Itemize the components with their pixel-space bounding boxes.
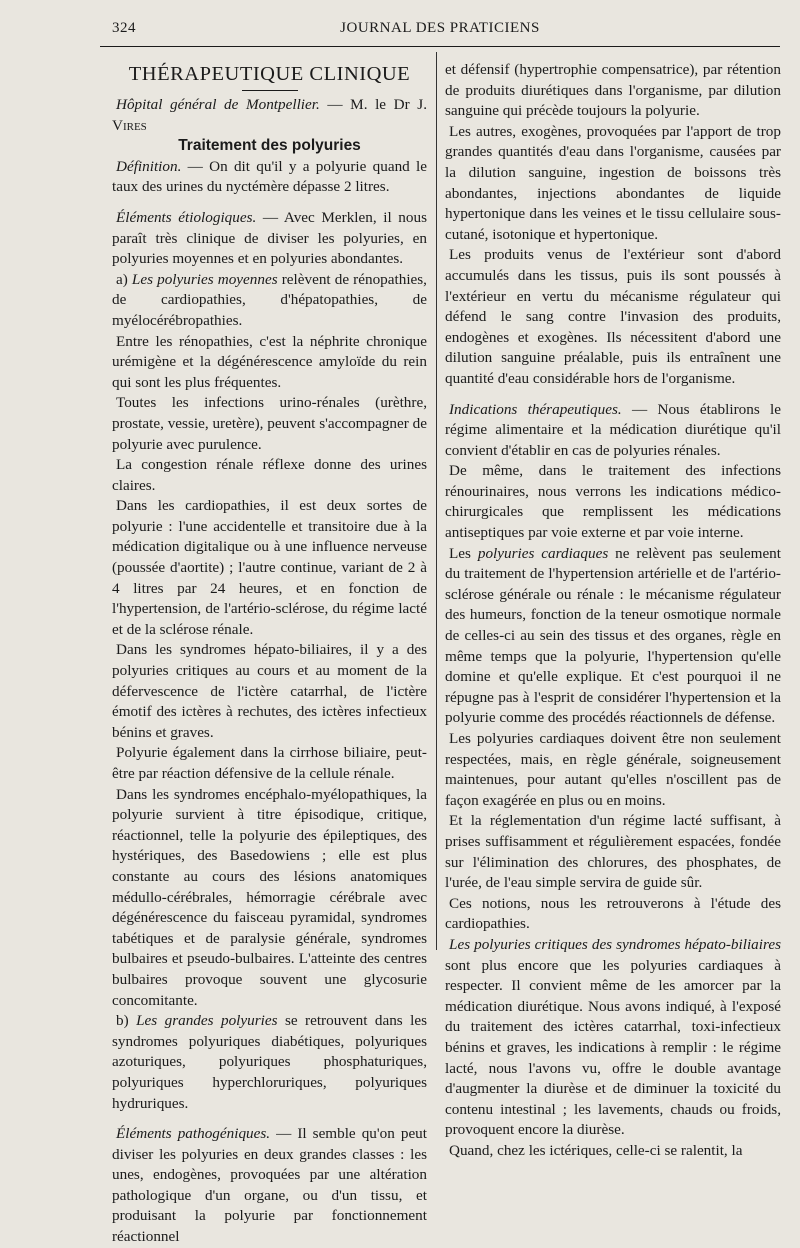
byline-author: Vires <box>112 116 147 134</box>
journal-title: JOURNAL DES PRATICIENS <box>340 20 540 36</box>
paragraph-prefix: b) <box>116 1012 137 1030</box>
right-column-body <box>445 60 781 1161</box>
byline-place: Hôpital général de Montpellier. <box>116 96 320 113</box>
paragraph-text: Entre les rénopathies, c'est la néphrite chronique urémigène et la dégénérescence amyloïde du rein qui sont les plus fréquentes. <box>112 332 427 391</box>
running-head <box>100 18 780 40</box>
paragraph <box>112 496 427 640</box>
paragraph <box>112 208 427 270</box>
paragraph-text: La congestion rénale réflexe donne des urines claires. <box>112 456 427 494</box>
paragraph-text: — On dit qu'il y a polyurie quand le taux des urines du nyctémère dépasse 2 litres. <box>112 157 427 196</box>
paragraph <box>112 455 427 496</box>
paragraph-text: Les autres, exogènes, provoquées par l'apport de trop grandes quantités d'eau dans l'organisme, causées par la dilution sanguine, ingestion de boissons très abondantes, injections abondantes de liquide hypertonique dans les veines et le tissu cellulaire sous-cutané, isotonique et hypertonique. <box>445 122 781 243</box>
paragraph-text: et défensif (hypertrophie compensatrice), par rétention de produits diurétiques dans l'organisme, par dilution sanguine qui précède toujours la polyurie. <box>445 61 781 120</box>
paragraph <box>112 332 427 394</box>
paragraph <box>112 393 427 455</box>
paragraph-text: sont plus encore que les polyuries cardiaques à respecter. Il convient même de les amorcer par la médication diurétique. Nous avons indiqué, à l'exposé du traitement des ictères catarrhal, toxi-infectieux bénins et graves, les indications à remplir : le régime lacté, nous l'avons vu, offre le double avantage d'augmenter la diurèse et de diminuer la toxicité du contenu intestinal ; les lavements, chauds ou froids, provoquent encore la diurèse. <box>445 956 781 1139</box>
paragraph-lead: Les polyuries moyennes <box>131 270 278 288</box>
paragraph-text: ne relèvent pas seulement du traitement de l'hypertension artérielle et de l'artério-sclérose générale ou rénale : le mécanisme régulateur des humeurs, fonction de la teneur osmotique normale de celles-ci au sein des tissus et des organes, règle en même temps que la polyurie, l'hypertension qu'elle domine et qu'elle explique. Et c'est pourquoi il ne répugne pas à l'esprit de considérer l'hypertension et la polyurie comme des procédés réactionnels de défense. <box>445 544 781 727</box>
paragraph-text: De même, dans le traitement des infections rénourinaires, nous verrons les indications médico-chirurgicales que remplissent les médications antiseptiques par voie externe et par voie interne. <box>445 462 781 542</box>
paragraph <box>445 245 781 389</box>
paragraph <box>445 935 781 1141</box>
title-rule <box>242 90 298 91</box>
paragraph <box>445 811 781 893</box>
paragraph <box>445 1141 781 1162</box>
paragraph-text: — Il semble qu'on peut diviser les polyuries en deux grandes classes : les unes, endogènes, provoquées par une altération pathologique d'un organe, ou d'un tissu, et produisant la polyurie par fonctionnement réactionnel <box>112 1125 427 1246</box>
paragraph-text: relèvent de rénopathies, de cardiopathies, d'hépatopathies, de myélocérébropathies. <box>112 270 427 329</box>
paragraph-text: — Avec Merklen, il nous paraît très clinique de diviser les polyuries, en polyuries moyennes et en polyuries abondantes. <box>112 208 427 268</box>
article-subtitle: Traitement des polyuries <box>178 137 361 155</box>
byline <box>112 95 427 136</box>
paragraph-text: Polyurie également dans la cirrhose biliaire, peut-être par réaction défensive de la cellule rénale. <box>112 744 427 782</box>
paragraph-lead: Les polyuries critiques des syndromes hépato-biliaires <box>449 935 781 953</box>
byline-prefix: — M. le Dr J. <box>319 96 428 113</box>
paragraph <box>445 60 781 122</box>
paragraph-text: Dans les cardiopathies, il est deux sortes de polyurie : l'une accidentelle et transitoire due à la médication digitalique ou à une influence nerveuse (poussée d'aortite) ; l'autre continue, variant de 2 à 4 litres par 24 heures, et en fonction de l'hypertension, de l'artério-sclérose, du régime lacté et de la sclérose rénale. <box>112 497 427 638</box>
paragraph-text: Dans les syndromes hépato-biliaires, il y a des polyuries critiques au cours et au moment de la défervescence de l'ictère catarrhal, de l'ictère émotif des ictères à rechutes, des ictères infectieux bénins et graves. <box>112 641 427 741</box>
left-column <box>112 60 427 1248</box>
paragraph-text: Toutes les infections urino-rénales (urèthre, prostate, vessie, uretère), peuvent s'accompagner de polyurie avec purulence. <box>112 394 427 453</box>
paragraph-lead: Définition. <box>116 157 182 175</box>
paragraph-text: Quand, chez les ictériques, celle-ci se ralentit, la <box>449 1141 743 1159</box>
paragraph-prefix: a) <box>116 270 132 288</box>
paragraph <box>112 157 427 198</box>
paragraph <box>112 1011 427 1114</box>
paragraph <box>112 270 427 332</box>
header-rule <box>100 46 780 47</box>
section-title: THÉRAPEUTIQUE CLINIQUE <box>128 63 411 85</box>
paragraph-text: Les polyuries cardiaques doivent être non seulement respectées, mais, en règle générale, soigneusement maintenues, pour autant qu'elles n'oscillent pas de façon exagérée en plus ou en moins. <box>445 730 781 809</box>
paragraph-text: se retrouvent dans les syndromes polyuriques diabétiques, polyuriques azoturiques, polyuriques phosphaturiques, polyuriques hyperchloruriques, polyuriques hydruriques. <box>112 1012 428 1112</box>
paragraph-text: Et la réglementation d'un régime lacté suffisant, à prises suffisamment et régulièrement espacées, fondée sur l'élimination des chlorures, des phosphates, de l'urée, de l'eau simple servira de guide sûr. <box>445 812 781 892</box>
paragraph-text: Ces notions, nous les retrouverons à l'étude des cardiopathies. <box>445 894 781 933</box>
paragraph-lead: Éléments pathogéniques. <box>116 1125 271 1143</box>
paragraph-prefix: Les <box>449 544 478 562</box>
right-column <box>445 60 781 1161</box>
paragraph <box>112 785 427 1012</box>
left-column-body <box>112 157 427 1248</box>
paragraph-lead: polyuries cardiaques <box>477 544 609 562</box>
paragraph <box>112 743 427 784</box>
paragraph <box>445 461 781 543</box>
paragraph <box>445 729 781 811</box>
column-divider <box>436 52 437 950</box>
paragraph <box>112 640 427 743</box>
paragraph <box>112 1124 427 1248</box>
paragraph-text: Les produits venus de l'extérieur sont d'abord accumulés dans les tissus, puis ils sont poussés à l'extérieur en vertu du mécanisme régulateur qui défend le sang contre l'invasion des produits, endogènes et exogènes. Ils nécessitent d'abord une dilution sanguine préalable, puis ils entraînent une quantité d'eau considérable hors de l'organisme. <box>445 246 781 387</box>
paragraph <box>445 122 781 246</box>
page-number: 324 <box>112 20 136 36</box>
paragraph-text: — Nous établirons le régime alimentaire et la médication diurétique qu'il convient d'établir en cas de polyuries rénales. <box>445 400 781 459</box>
paragraph-lead: Indications thérapeutiques. <box>449 400 622 418</box>
paragraph-lead: Éléments étiologiques. <box>116 208 257 226</box>
paragraph <box>445 400 781 462</box>
paragraph-text: Dans les syndromes encéphalo-myélopathiques, la polyurie survient à titre épisodique, critique, réactionnel, telle la polyurie des épileptiques, des hystériques, des Basedowiens ; elle est plus constante au cours des lésions anatomiques médullo-cérébrales, hémorragie cérébrale avec dégénérescence du faisceau pyramidal, syndromes tabétiques et de paralysie générale, syndromes bulbaires et pseudo-bulbaires. L'atteinte des centres bulbaires provoque souvent une glycosurie concomitante. <box>112 785 427 1009</box>
paragraph <box>445 544 781 729</box>
paragraph <box>445 894 781 935</box>
paragraph-lead: Les grandes polyuries <box>136 1012 278 1030</box>
